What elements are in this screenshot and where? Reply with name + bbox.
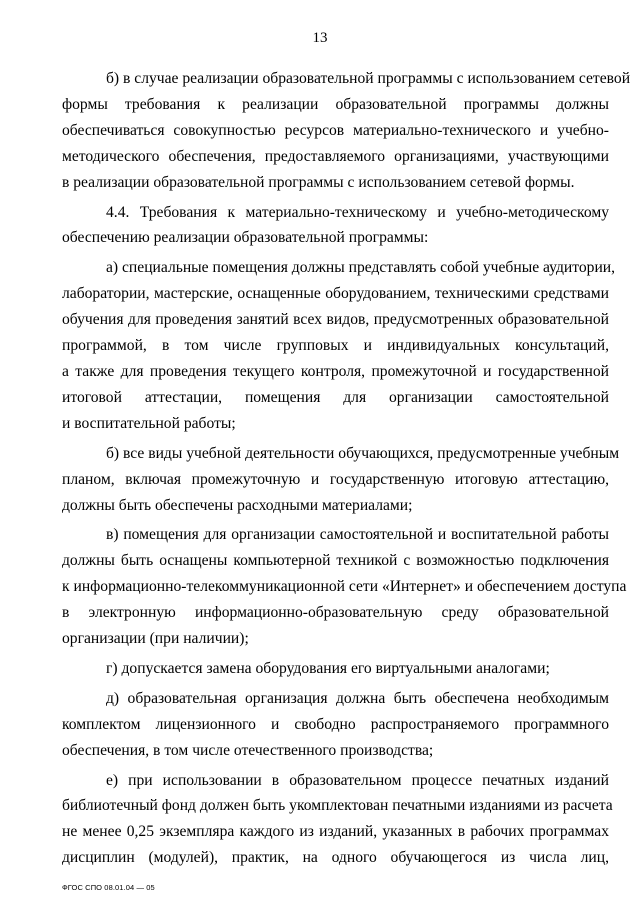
text-line: не менее 0,25 экземпляра каждого из изданий, указанных в рабочих программах [62, 823, 609, 841]
text-line: 4.4. Требования к материально-техническому и учебно-методическому [106, 203, 609, 221]
paragraph-network-form [62, 66, 631, 196]
paragraph-section-4-4 [62, 200, 609, 252]
text-line: обеспечению реализации образовательной программы: [62, 229, 429, 247]
text-line: д) образовательная организация должна быть обеспечена необходимым [106, 689, 609, 707]
paragraph-item-v [62, 522, 627, 652]
text-line: обеспечения, в том числе отечественного производства; [62, 741, 434, 759]
text-line: лаборатории, мастерские, оснащенные оборудованием, техническими средствами [62, 285, 609, 303]
paragraph-item-b [62, 441, 620, 519]
text-line: обеспечиваться совокупностью ресурсов материально-технического и учебно- [62, 121, 609, 139]
paragraph-item-e [62, 768, 613, 872]
text-line: е) при использовании в образовательном процессе печатных изданий [106, 771, 609, 789]
paragraph-item-d [62, 686, 609, 764]
text-line: в электронную информационно-образовательную среду образовательной [62, 604, 609, 622]
text-line: г) допускается замена оборудования его виртуальными аналогами; [106, 659, 550, 677]
text-line: организации (при наличии); [62, 630, 249, 648]
document-body [62, 66, 631, 871]
text-line: а также для проведения текущего контроля, промежуточной и государственной [62, 362, 609, 380]
document-code-footer: ФГОС СПО 08.01.04 — 05 [62, 883, 155, 892]
text-line: должны быть обеспечены расходными материалами; [62, 496, 413, 514]
text-line: б) в случае реализации образовательной программы с использованием сетевой [106, 70, 631, 87]
text-line: обучения для проведения занятий всех видов, предусмотренных образовательной [62, 311, 609, 329]
text-line: а) специальные помещения должны представлять собой учебные аудитории, [106, 259, 616, 277]
text-line: программой, в том числе групповых и индивидуальных консультаций, [62, 337, 609, 355]
text-line: формы требования к реализации образовательной программы должны [62, 95, 609, 113]
text-line: итоговой аттестации, помещения для организации самостоятельной [62, 388, 609, 406]
text-line: планом, включая промежуточную и государственную итоговую аттестацию, [62, 470, 609, 488]
text-line: методического обеспечения, предоставляемого организациями, участвующими [62, 147, 609, 165]
page-number: 13 [312, 30, 328, 46]
paragraph-item-a [62, 255, 616, 436]
paragraph-item-g [62, 656, 609, 682]
text-line: должны быть оснащены компьютерной техникой с возможностью подключения [62, 552, 609, 570]
text-line: в реализации образовательной программы с использованием сетевой формы. [62, 173, 575, 191]
text-line: библиотечный фонд должен быть укомплектован печатными изданиями из расчета [62, 797, 613, 815]
text-line: дисциплин (модулей), практик, на одного обучающегося из числа лиц, [62, 849, 609, 867]
text-line: в) помещения для организации самостоятельной и воспитательной работы [106, 526, 609, 544]
text-line: и воспитательной работы; [62, 414, 236, 432]
text-line: б) все виды учебной деятельности обучающихся, предусмотренные учебным [106, 444, 620, 462]
text-line: к информационно-телекоммуникационной сети «Интернет» и обеспечением доступа [62, 578, 627, 596]
text-line: комплектом лицензионного и свободно распространяемого программного [62, 715, 609, 733]
